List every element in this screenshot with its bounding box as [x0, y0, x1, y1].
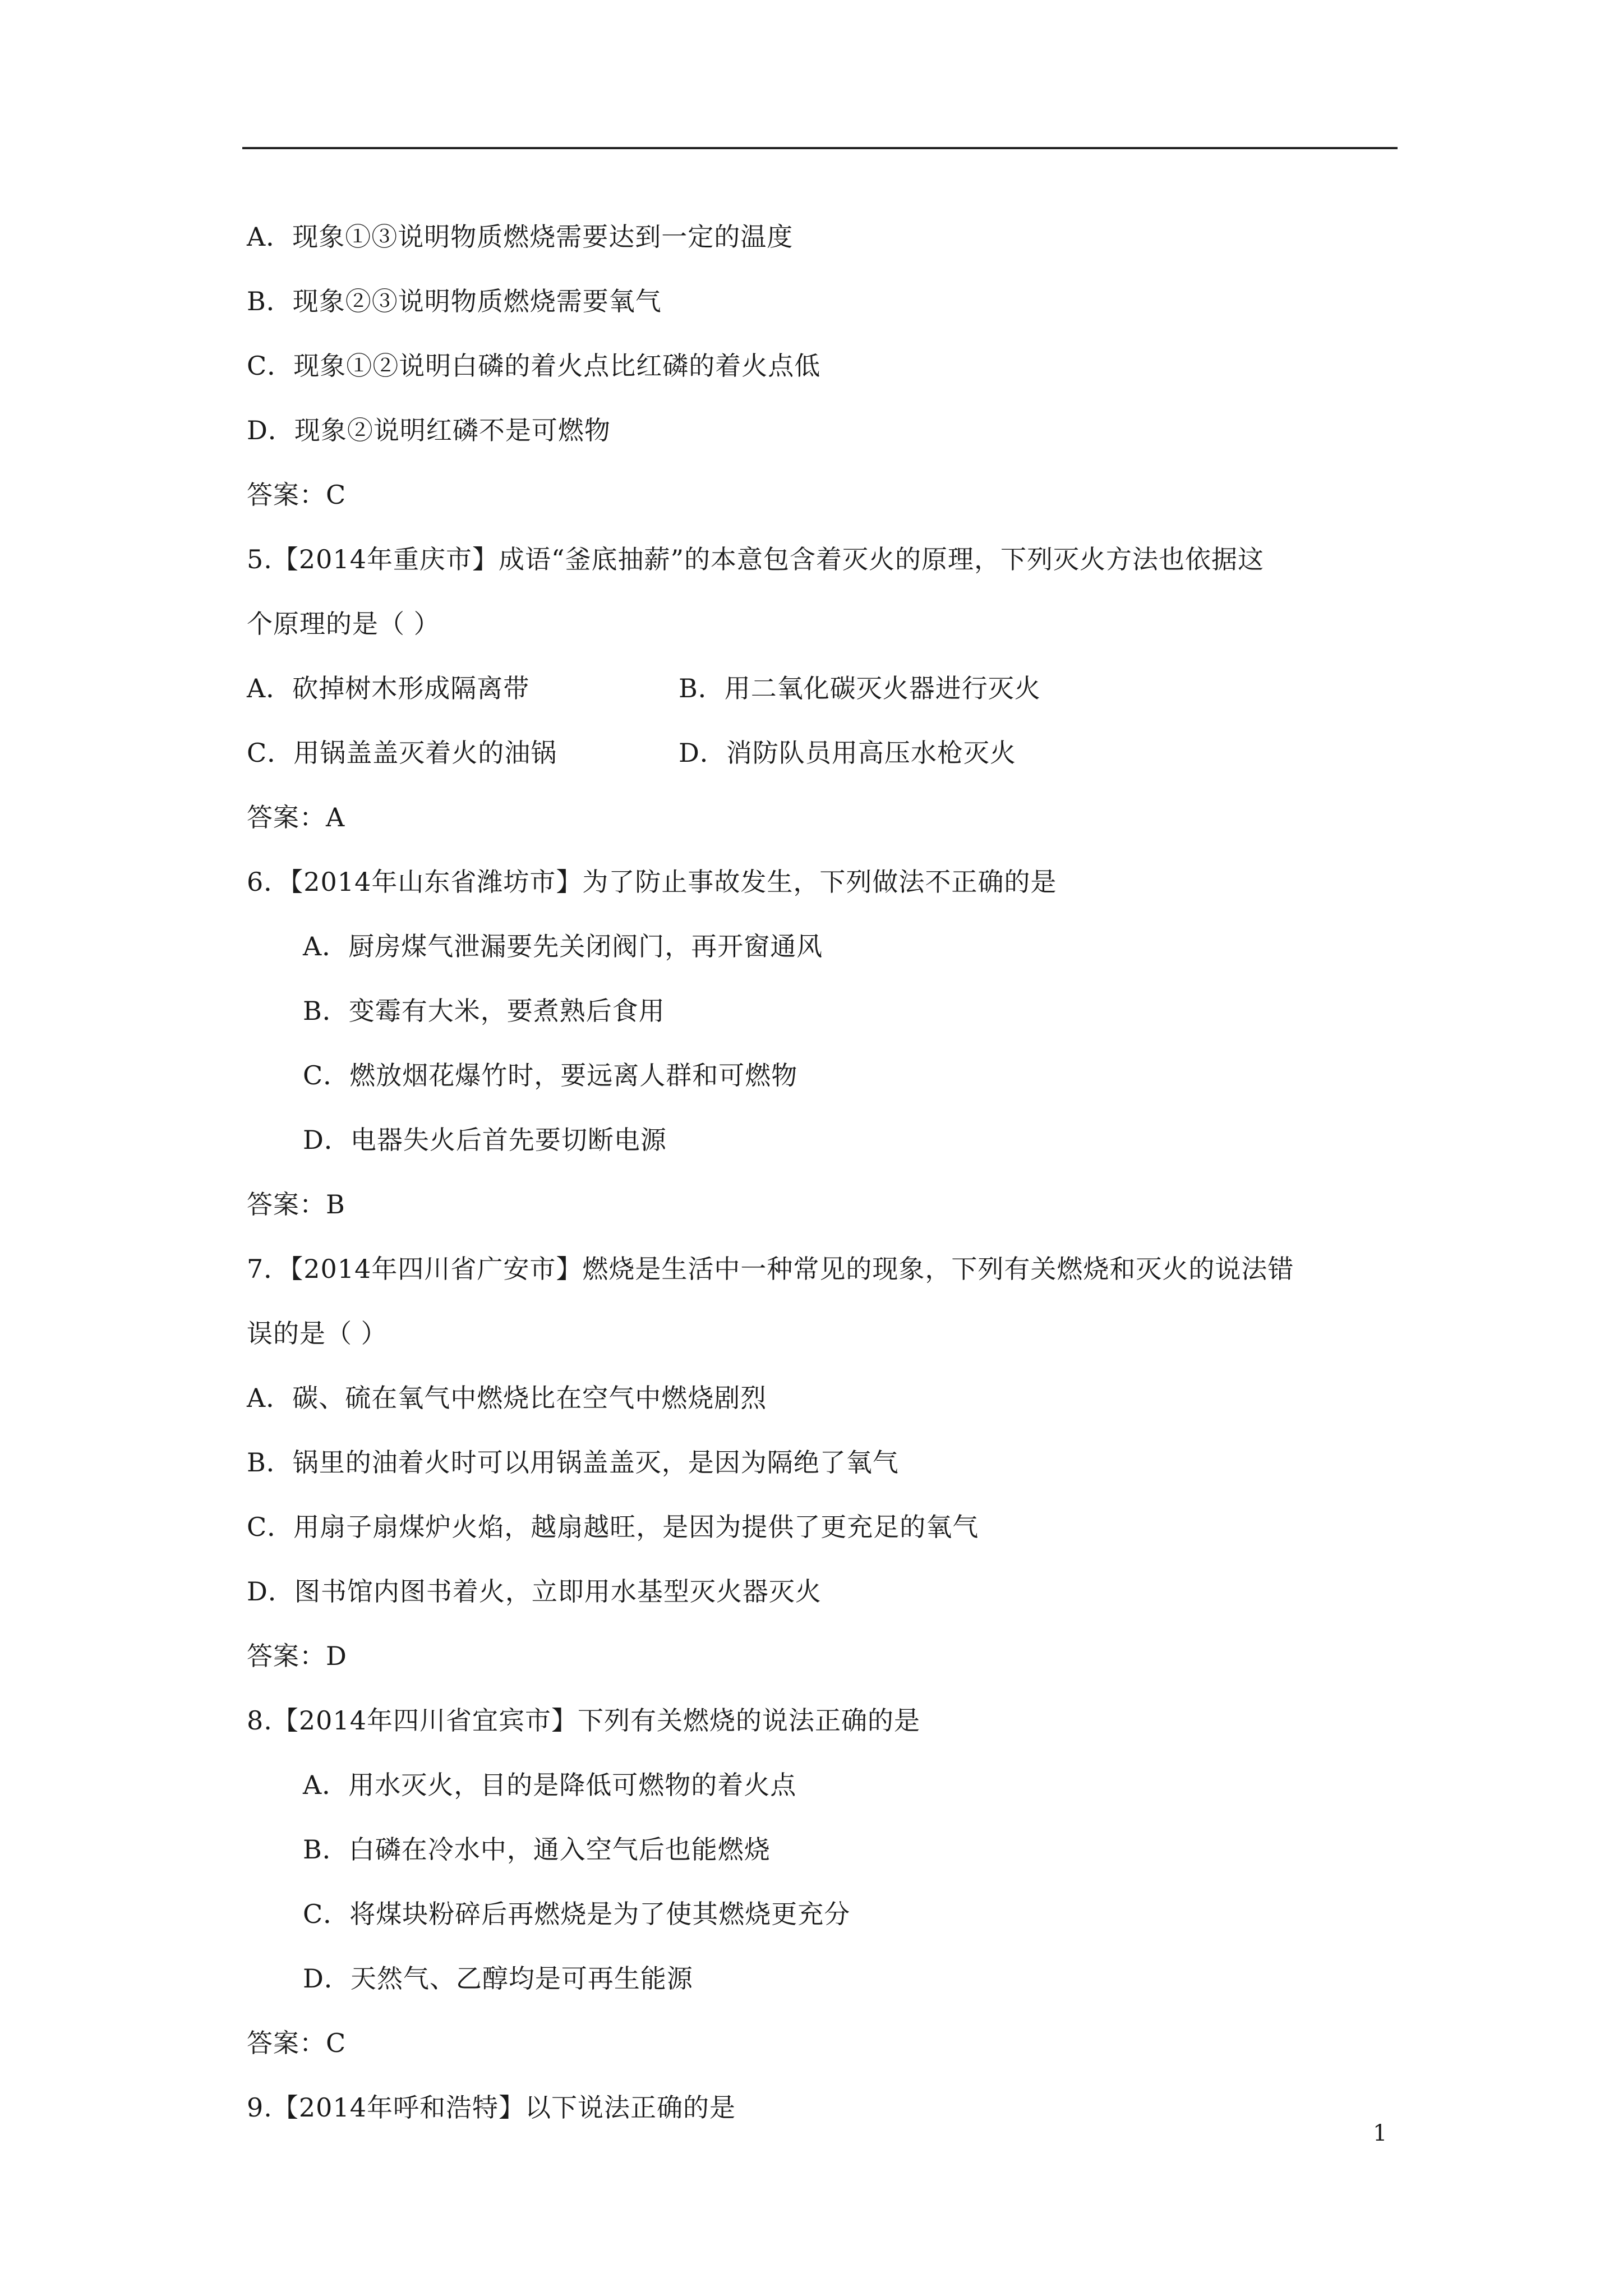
q6-option-b: B．变霉有大米，要煮熟后食用	[303, 996, 665, 1026]
q8-option-d: D．天然气、乙醇均是可再生能源	[303, 1963, 693, 1994]
q6-option-a: A．厨房煤气泄漏要先关闭阀门，再开窗通风	[303, 931, 823, 961]
q5-answer: 答案：A	[247, 802, 345, 832]
q6-option-c: C．燃放烟花爆竹时，要远离人群和可燃物	[303, 1060, 798, 1091]
q7-stem-line1: 7．【2014年四川省广安市】燃烧是生活中一种常见的现象，下列有关燃烧和灭火的说法错	[247, 1254, 1294, 1284]
q8-stem: 8.【2014年四川省宜宾市】下列有关燃烧的说法正确的是	[247, 1705, 920, 1736]
q8-option-b: B．白磷在冷水中，通入空气后也能燃烧	[303, 1834, 771, 1865]
q5-options-row-1	[247, 656, 1402, 721]
q7-stem-line2: 误的是（ ）	[247, 1318, 388, 1349]
q6-answer: 答案：B	[247, 1189, 345, 1220]
q6-option-d: D．电器失火后首先要切断电源	[303, 1125, 667, 1155]
q7-option-d: D．图书馆内图书着火，立即用水基型灭火器灭火	[247, 1576, 822, 1607]
q4-option-a: A．现象①③说明物质燃烧需要达到一定的温度	[247, 222, 794, 252]
q5-stem-line1: 5.【2014年重庆市】成语“釜底抽薪”的本意包含着灭火的原理，下列灭火方法也依据这	[247, 544, 1264, 574]
q8-answer: 答案：C	[247, 2028, 347, 2058]
q5-stem-line2: 个原理的是（ ）	[247, 609, 440, 639]
q5-option-c: C．用锅盖盖灭着火的油锅	[247, 738, 557, 768]
q6-stem: 6．【2014年山东省潍坊市】为了防止事故发生，下列做法不正确的是	[247, 867, 1057, 897]
q4-option-c: C．现象①②说明白磷的着火点比红磷的着火点低	[247, 351, 821, 381]
q4-option-b: B．现象②③说明物质燃烧需要氧气	[247, 286, 662, 316]
q7-answer: 答案：D	[247, 1641, 347, 1671]
page-number: 1	[1373, 2120, 1387, 2146]
q9-stem: 9.【2014年呼和浩特】以下说法正确的是	[247, 2092, 736, 2123]
q4-answer: 答案：C	[247, 480, 347, 510]
q5-option-d: D．消防队员用高压水枪灭火	[679, 738, 1016, 768]
document-body	[247, 205, 1402, 2140]
q8-option-c: C．将煤块粉碎后再燃烧是为了使其燃烧更充分	[303, 1899, 851, 1929]
q8-option-a: A．用水灭火，目的是降低可燃物的着火点	[303, 1770, 797, 1800]
header-rule	[242, 147, 1398, 149]
q7-option-a: A．碳、硫在氧气中燃烧比在空气中燃烧剧烈	[247, 1383, 767, 1413]
q4-option-d: D．现象②说明红磷不是可燃物	[247, 415, 611, 445]
q5-options-row-2	[247, 721, 1402, 785]
q7-option-c: C．用扇子扇煤炉火焰，越扇越旺，是因为提供了更充足的氧气	[247, 1512, 979, 1542]
q5-option-b: B．用二氧化碳灭火器进行灭火	[679, 673, 1041, 703]
q5-option-a: A．砍掉树木形成隔离带	[247, 673, 530, 703]
q7-option-b: B．锅里的油着火时可以用锅盖盖灭，是因为隔绝了氧气	[247, 1447, 899, 1478]
